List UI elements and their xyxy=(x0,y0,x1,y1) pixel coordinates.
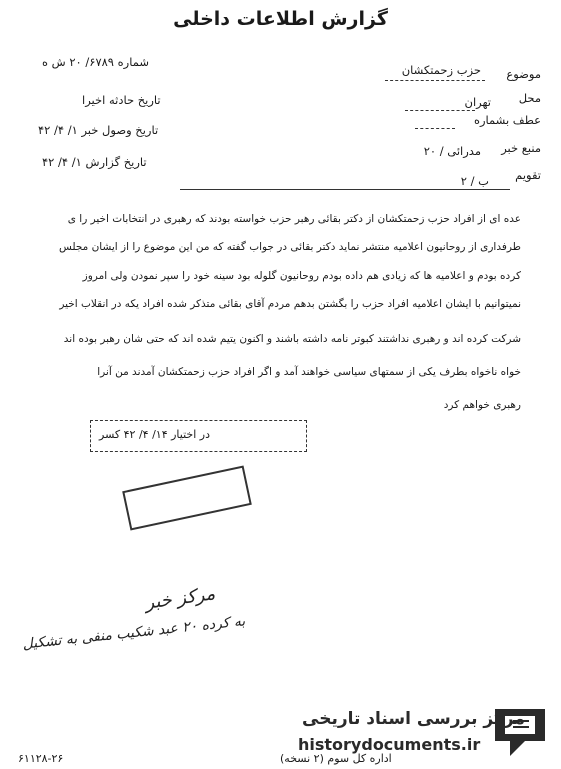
body-line-7: رهبری خواهم کرد xyxy=(443,399,521,411)
subject-value: حزب زحمتکشان xyxy=(401,63,481,77)
place-line xyxy=(405,110,475,111)
grade-underline xyxy=(180,189,510,190)
place-value: تهران xyxy=(464,95,491,109)
source-value: مدرائی / ۲۰ xyxy=(423,144,481,158)
archive-stamp-text: در اختیار ۱۴/ ۴/ ۴۲ کسر xyxy=(99,428,210,441)
body-line-4: نمیتوانیم با ایشان اعلامیه افراد حزب را بگشتن بدهم مردم آقای بقائی متذکر شده افراد یکه در انقلاب اخیر xyxy=(59,298,521,310)
rotated-stamp xyxy=(122,466,252,531)
footer-distribution: اداره کل سوم (۲ نسخه) xyxy=(280,752,392,765)
received-date: تاریخ وصول خبر ۱/ ۴/ ۴۲ xyxy=(38,123,159,137)
body-line-5: شرکت کرده اند و رهبری نداشتند کبوتر نامه داشته باشند و اکنون یتیم شده اند که حتی شان رهبر بوده اند xyxy=(63,333,521,345)
subject-line xyxy=(385,80,485,81)
report-date: تاریخ گزارش ۱/ ۴/ ۴۲ xyxy=(42,155,147,169)
grade-value: ب / ۲ xyxy=(460,174,489,188)
report-number: شماره ۶۷۸۹/ ۲۰ ش ه xyxy=(42,55,150,69)
document-title: گزارش اطلاعات داخلی xyxy=(173,8,388,30)
event-date: تاریخ حادثه اخیرا xyxy=(82,93,161,107)
body-line-6: خواه ناخواه بطرف یکی از سمتهای سیاسی خواهند آمد و اگر افراد حزب زحمتکشان آمدند من آنرا xyxy=(97,366,521,378)
signature: مرکز خبر xyxy=(143,583,217,614)
footer-code: ۶۱۱۲۸-۲۶ xyxy=(18,752,64,765)
subject-label: موضوع xyxy=(506,67,541,81)
related-label: عطف بشماره xyxy=(473,113,541,127)
watermark-name: مرکز بررسی اسناد تاریخی xyxy=(302,709,525,729)
place-label: محل xyxy=(518,91,541,105)
body-line-1: عده ای از افراد حزب زحمتکشان از دکتر بقائی رهبر حزب خواسته بودند که رهبری در انتخابات اخیر را ی xyxy=(67,213,521,225)
handwritten-note: به کرده ۲۰ عبد شکیب منفی به تشکیل xyxy=(21,613,246,653)
grade-label: تقویم xyxy=(515,168,541,182)
related-line xyxy=(415,128,455,129)
archive-stamp xyxy=(90,420,307,452)
body-line-3: کرده بودم و اعلامیه ها که زیادی هم داده بودم روحانیون گلوله بود سینه خود را سپر نمودن ولی امروز xyxy=(82,270,521,282)
source-label: منبع خبر xyxy=(501,141,541,155)
watermark-url: historydocuments.ir xyxy=(298,735,481,754)
body-line-2: طرفداری از روحانیون اعلامیه منتشر نماید دکتر بقائی در جواب گفته که من این موضوع را از ایشان مجلس xyxy=(58,241,521,253)
